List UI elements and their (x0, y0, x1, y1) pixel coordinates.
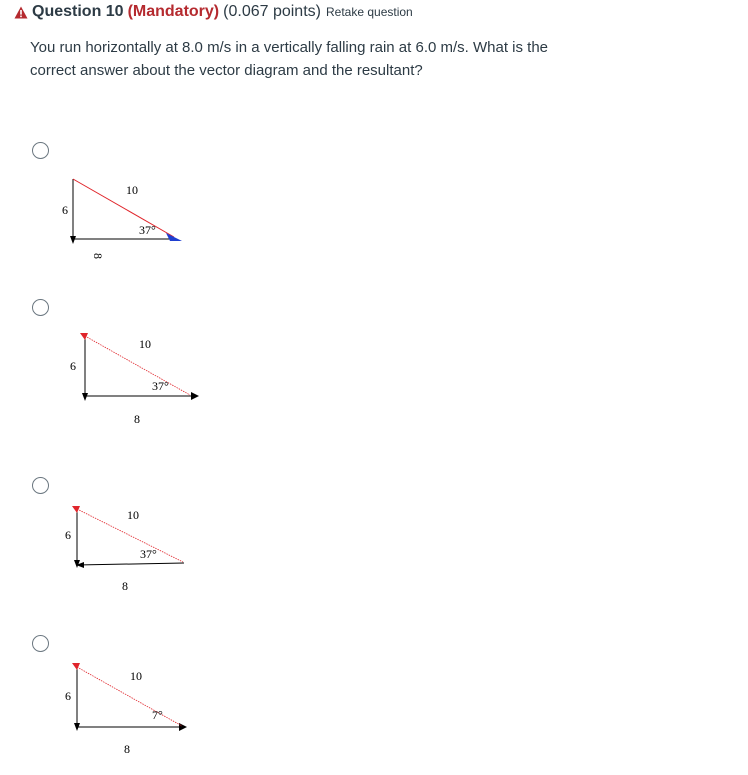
option-1-hypotenuse-label: 10 (126, 183, 138, 197)
option-2-radio[interactable] (32, 299, 49, 316)
option-4-vertical-label: 6 (65, 689, 71, 703)
question-text: You run horizontally at 8.0 m/s in a vertically falling rain at 6.0 m/s. What is the correct answer about the vector diagram and the resultant? (30, 39, 549, 79)
option-1-horizontal-label: 8 (91, 253, 105, 259)
horizontal-vector (77, 563, 184, 565)
resultant-tail-marker (80, 333, 88, 340)
resultant-tail-marker (72, 506, 80, 513)
option-1-angle-label: 37° (139, 223, 156, 237)
option-4-horizontal-label: 8 (124, 742, 130, 756)
resultant-tail-marker (72, 663, 80, 670)
horizontal-arrowhead (179, 723, 187, 731)
vertical-arrowhead (70, 236, 76, 244)
option-2-diagram (72, 330, 202, 410)
resultant-vector (85, 336, 190, 395)
resultant-arrowhead (166, 233, 182, 241)
option-4-hypotenuse-label: 10 (130, 669, 142, 683)
horizontal-arrowhead (191, 392, 199, 400)
option-4-radio[interactable] (32, 635, 49, 652)
points-label: (0.067 points) (223, 3, 321, 20)
option-4-diagram (64, 660, 194, 738)
warning-icon (14, 6, 28, 19)
option-1-diagram (60, 172, 190, 262)
option-1-vertical-label: 6 (62, 203, 68, 217)
mandatory-label: (Mandatory) (127, 3, 220, 20)
option-3-radio[interactable] (32, 477, 49, 494)
option-2-angle-label: 37° (152, 379, 169, 393)
option-3-horizontal-label: 8 (122, 579, 128, 593)
option-3-angle-label: 37° (140, 547, 157, 561)
option-4-angle-label: 7° (152, 708, 163, 722)
question-title: Question 10 (32, 3, 124, 20)
option-3-hypotenuse-label: 10 (127, 508, 139, 522)
resultant-vector (73, 179, 174, 237)
option-3-vertical-label: 6 (65, 528, 71, 542)
retake-question-link[interactable]: Retake question (325, 5, 413, 19)
option-2-vertical-label: 6 (70, 359, 76, 373)
vertical-arrowhead (82, 393, 88, 401)
option-2-horizontal-label: 8 (134, 412, 140, 426)
question-header (14, 2, 413, 22)
option-2-hypotenuse-label: 10 (139, 337, 151, 351)
option-1-radio[interactable] (32, 142, 49, 159)
